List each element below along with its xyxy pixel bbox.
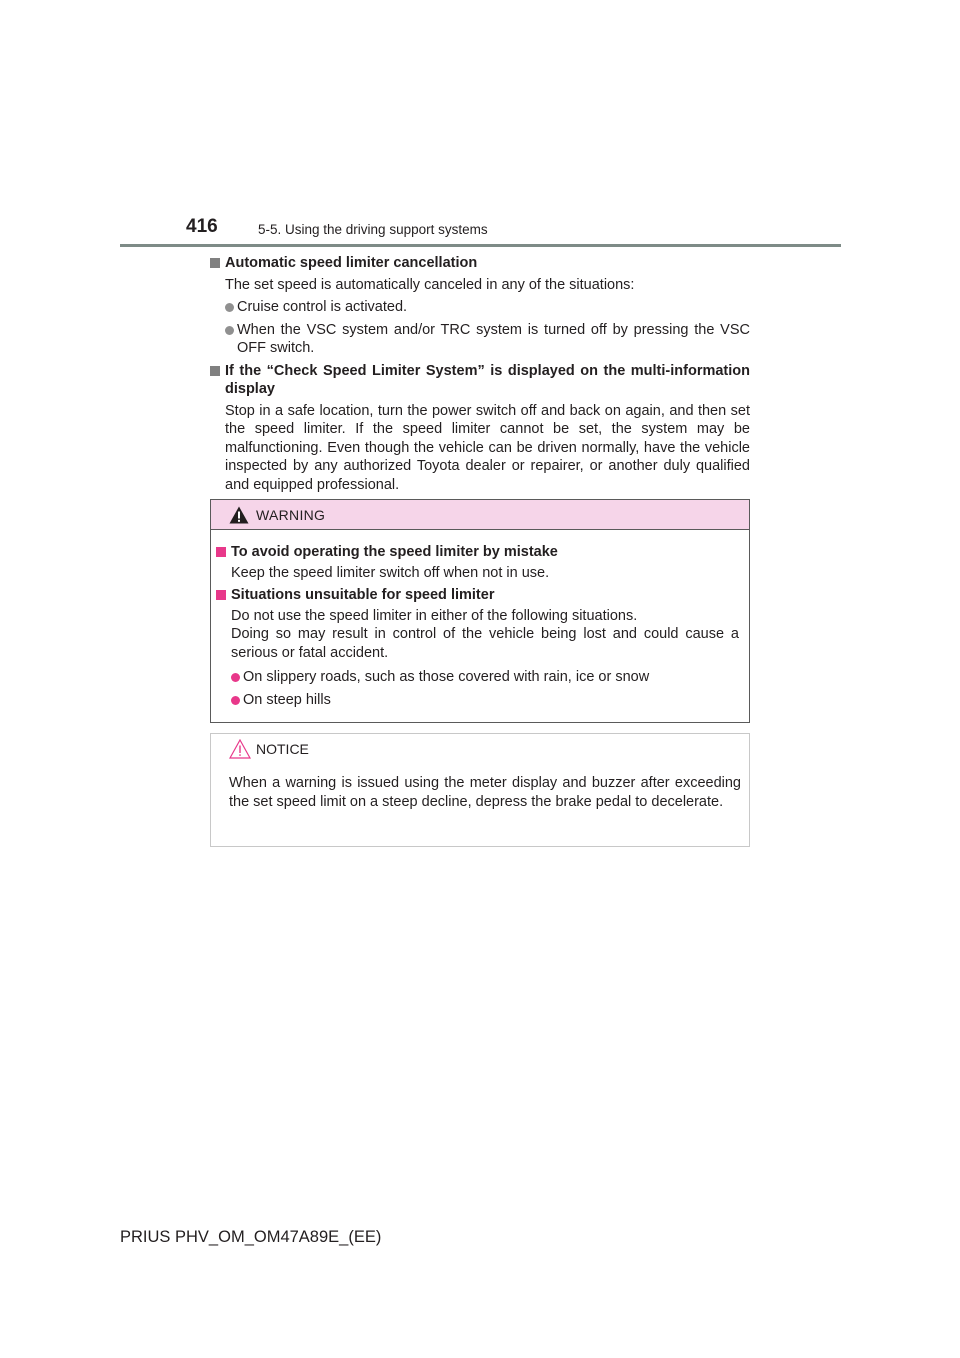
footer-doc-id: PRIUS PHV_OM_OM47A89E_(EE) — [120, 1228, 382, 1246]
notice-box — [210, 733, 750, 847]
notice-header — [211, 734, 749, 764]
square-bullet-icon — [216, 547, 226, 557]
notice-label: NOTICE — [256, 741, 309, 757]
circle-bullet-icon — [231, 696, 240, 705]
warning-text: Doing so may result in control of the vehicle being lost and could cause a serious or fatal accident. — [231, 626, 739, 661]
square-bullet-icon — [210, 258, 220, 268]
notice-triangle-icon — [229, 739, 251, 759]
section-heading: If the “Check Speed Limiter System” is displayed on the multi-information display — [210, 362, 750, 399]
list-item: Cruise control is activated. — [210, 298, 750, 317]
notice-text: When a warning is issued using the meter display and buzzer after exceeding the set speed limit on a steep decline, depress the brake pedal to decelerate. — [229, 775, 741, 810]
warning-label: WARNING — [256, 507, 326, 523]
page-number: 416 — [186, 216, 218, 237]
circle-bullet-icon — [225, 303, 234, 312]
header-rule — [120, 244, 841, 247]
warning-heading: Situations unsuitable for speed limiter — [216, 586, 739, 605]
warning-text: Do not use the speed limiter in either of the following situations. — [231, 607, 638, 624]
circle-bullet-icon — [231, 673, 240, 682]
section-heading: Automatic speed limiter cancellation — [210, 254, 750, 273]
warning-heading: To avoid operating the speed limiter by mistake — [216, 543, 739, 562]
list-item: On slippery roads, such as those covered with rain, ice or snow — [216, 668, 739, 687]
warning-triangle-icon — [229, 506, 249, 524]
section-title: 5-5. Using the driving support systems — [258, 222, 488, 237]
list-item: When the VSC system and/or TRC system is turned off by pressing the VSC OFF switch. — [210, 321, 750, 358]
square-bullet-icon — [210, 366, 220, 376]
warning-header — [211, 500, 749, 530]
section-text: Stop in a safe location, turn the power switch off and back on again, and then set the speed limiter. If the speed limiter cannot be set, the system may be malfunctioning. Even though the vehicle can be driven normally, have the vehicle inspected by any authorized Toyota dealer or repairer, or another duly qualified and equipped professional. — [225, 402, 750, 493]
main-content — [210, 254, 750, 494]
square-bullet-icon — [216, 590, 226, 600]
section-text: The set speed is automatically canceled in any of the situations: — [225, 276, 635, 293]
circle-bullet-icon — [225, 326, 234, 335]
page-header — [120, 216, 841, 246]
warning-text: Keep the speed limiter switch off when not in use. — [231, 564, 550, 581]
warning-box — [210, 499, 750, 723]
list-item: On steep hills — [216, 691, 739, 710]
